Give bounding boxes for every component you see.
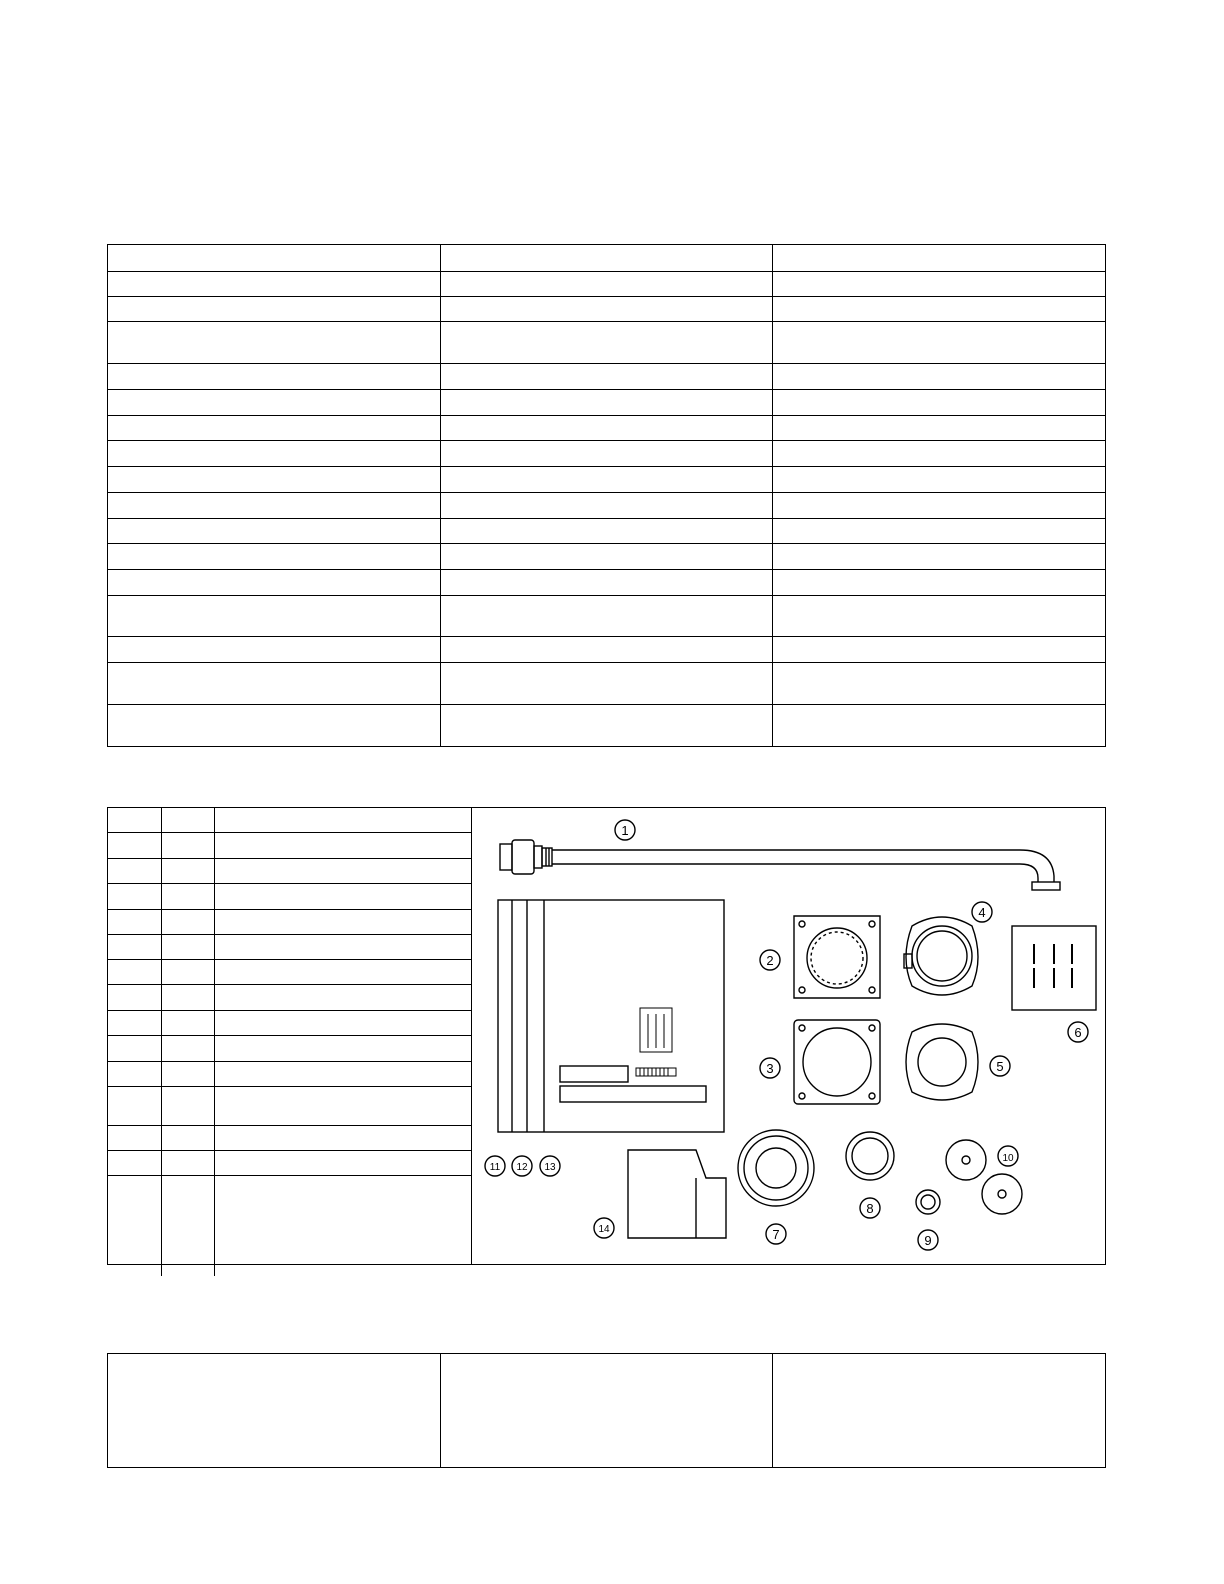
parts-illustration (472, 808, 1105, 1264)
table-cell (215, 808, 473, 833)
table-cell (215, 985, 473, 1011)
table-cell (108, 910, 162, 935)
table-cell (162, 859, 215, 884)
table-cell (108, 808, 162, 833)
table-cell (440, 705, 773, 747)
table-cell (162, 884, 215, 910)
table-cell (215, 859, 473, 884)
table-row (108, 322, 1106, 364)
table-cell (440, 467, 773, 493)
parts-panel (107, 807, 1106, 1265)
table-cell (162, 935, 215, 960)
table-cell (162, 1126, 215, 1151)
table-row (108, 596, 1106, 637)
table-cell (108, 519, 441, 544)
table-cell (108, 1062, 162, 1087)
table-cell (162, 1087, 215, 1126)
table-cell (215, 910, 473, 935)
parts-row (108, 1011, 472, 1036)
table-cell (773, 390, 1106, 416)
table-cell (773, 544, 1106, 570)
large-grommet-illustration (738, 1130, 814, 1206)
table-cell (215, 1062, 473, 1087)
table-row (108, 544, 1106, 570)
table-cell (108, 1087, 162, 1126)
table-cell (215, 960, 473, 985)
table-cell (440, 416, 773, 441)
table-cell (162, 1036, 215, 1062)
flange-ring-illustration (904, 917, 978, 995)
table-cell (108, 985, 162, 1011)
table-cell (162, 1011, 215, 1036)
shaped-gasket-illustration (906, 1024, 978, 1100)
parts-row (108, 960, 472, 985)
table-row (108, 441, 1106, 467)
table-row (108, 272, 1106, 297)
table-cell (108, 1354, 441, 1468)
table-cell (773, 519, 1106, 544)
table-cell (162, 1062, 215, 1087)
table-cell (440, 272, 773, 297)
callout-7: 7 (772, 1227, 780, 1242)
callout-5: 5 (996, 1059, 1004, 1074)
parts-row (108, 985, 472, 1011)
table-cell (215, 1011, 473, 1036)
table-cell (215, 935, 473, 960)
table-row (108, 705, 1106, 747)
parts-row (108, 935, 472, 960)
table-cell (108, 884, 162, 910)
table-cell (440, 596, 773, 637)
callout-14: 14 (598, 1224, 610, 1235)
table-cell (108, 637, 441, 663)
specification-table (107, 244, 1106, 747)
callout-9: 9 (924, 1233, 932, 1248)
table-cell (108, 960, 162, 985)
table-cell (108, 322, 441, 364)
table-row (108, 364, 1106, 390)
parts-row (108, 808, 472, 833)
manual-stack-illustration (498, 900, 724, 1132)
table-cell (108, 467, 441, 493)
table-cell (215, 1036, 473, 1062)
table-row (108, 416, 1106, 441)
table-cell (773, 416, 1106, 441)
table-cell (773, 663, 1106, 705)
table-cell (108, 1126, 162, 1151)
table-cell (108, 297, 441, 322)
table-cell (215, 1151, 473, 1176)
callout-8: 8 (866, 1201, 874, 1216)
callout-13: 13 (544, 1162, 556, 1173)
table-cell (162, 910, 215, 935)
table-cell (108, 493, 441, 519)
table-cell (108, 663, 441, 705)
table-row (108, 245, 1106, 272)
table-cell (773, 637, 1106, 663)
table-cell (108, 364, 441, 390)
parts-row (108, 1126, 472, 1151)
table-cell (215, 1087, 473, 1126)
table-cell (773, 364, 1106, 390)
table-cell (162, 960, 215, 985)
table-row (108, 570, 1106, 596)
table-row (108, 390, 1106, 416)
table-cell (440, 245, 773, 272)
callout-10: 10 (1002, 1153, 1014, 1164)
table-cell (440, 322, 773, 364)
callout-3: 3 (766, 1061, 774, 1076)
parts-row (108, 833, 472, 859)
table-cell (108, 1151, 162, 1176)
table-cell (440, 441, 773, 467)
parts-row (108, 910, 472, 935)
table-cell (440, 663, 773, 705)
table-row (108, 637, 1106, 663)
table-cell (108, 441, 441, 467)
table-cell (773, 570, 1106, 596)
table-cell (440, 493, 773, 519)
table-cell (773, 1354, 1106, 1468)
table-cell (162, 1176, 215, 1277)
table-cell (162, 808, 215, 833)
table-cell (108, 570, 441, 596)
table-row (108, 663, 1106, 705)
parts-row (108, 1176, 472, 1277)
table-row (108, 467, 1106, 493)
table-cell (108, 705, 441, 747)
parts-row (108, 859, 472, 884)
callout-12: 12 (516, 1162, 528, 1173)
table-cell (108, 390, 441, 416)
parts-row (108, 1151, 472, 1176)
parts-row (108, 1087, 472, 1126)
table-cell (215, 1176, 473, 1277)
medium-grommet-illustration (846, 1132, 894, 1180)
bottom-table (107, 1353, 1106, 1468)
cable-harness-illustration (500, 840, 1060, 890)
table-row (108, 297, 1106, 322)
bracket-illustration (628, 1150, 726, 1238)
table-cell (773, 705, 1106, 747)
table-cell (773, 493, 1106, 519)
table-cell (773, 441, 1106, 467)
table-cell (215, 884, 473, 910)
table-cell (440, 297, 773, 322)
table-cell (108, 1036, 162, 1062)
table-cell (440, 1354, 773, 1468)
table-cell (440, 364, 773, 390)
table-cell (215, 1126, 473, 1151)
table-row (108, 1354, 1106, 1468)
table-cell (162, 833, 215, 859)
table-cell (108, 544, 441, 570)
washers-illustration (946, 1140, 1022, 1214)
table-row (108, 493, 1106, 519)
table-row (108, 519, 1106, 544)
table-cell (440, 390, 773, 416)
table-cell (108, 1176, 162, 1277)
table-cell (108, 416, 441, 441)
table-cell (215, 833, 473, 859)
table-cell (162, 985, 215, 1011)
table-cell (108, 1011, 162, 1036)
square-gasket-illustration (794, 1020, 880, 1104)
table-cell (162, 1151, 215, 1176)
callout-11: 11 (489, 1162, 501, 1173)
parts-row (108, 1062, 472, 1087)
connector-plate-illustration (794, 916, 880, 998)
table-cell (440, 519, 773, 544)
table-cell (773, 596, 1106, 637)
table-cell (108, 245, 441, 272)
table-cell (108, 272, 441, 297)
table-cell (108, 833, 162, 859)
callout-4: 4 (978, 905, 986, 920)
small-grommet-illustration (916, 1190, 940, 1214)
table-cell (773, 272, 1106, 297)
callout-6: 6 (1074, 1025, 1082, 1040)
table-cell (108, 596, 441, 637)
table-cell (440, 570, 773, 596)
parts-row (108, 884, 472, 910)
parts-row (108, 1036, 472, 1062)
table-cell (773, 245, 1106, 272)
table-cell (440, 637, 773, 663)
table-cell (108, 935, 162, 960)
callout-1: 1 (621, 823, 629, 838)
parts-list-table (108, 808, 472, 1276)
table-cell (440, 544, 773, 570)
screws-illustration (1012, 926, 1096, 1010)
callout-2: 2 (766, 953, 774, 968)
table-cell (773, 322, 1106, 364)
table-cell (773, 467, 1106, 493)
table-cell (108, 859, 162, 884)
table-cell (773, 297, 1106, 322)
